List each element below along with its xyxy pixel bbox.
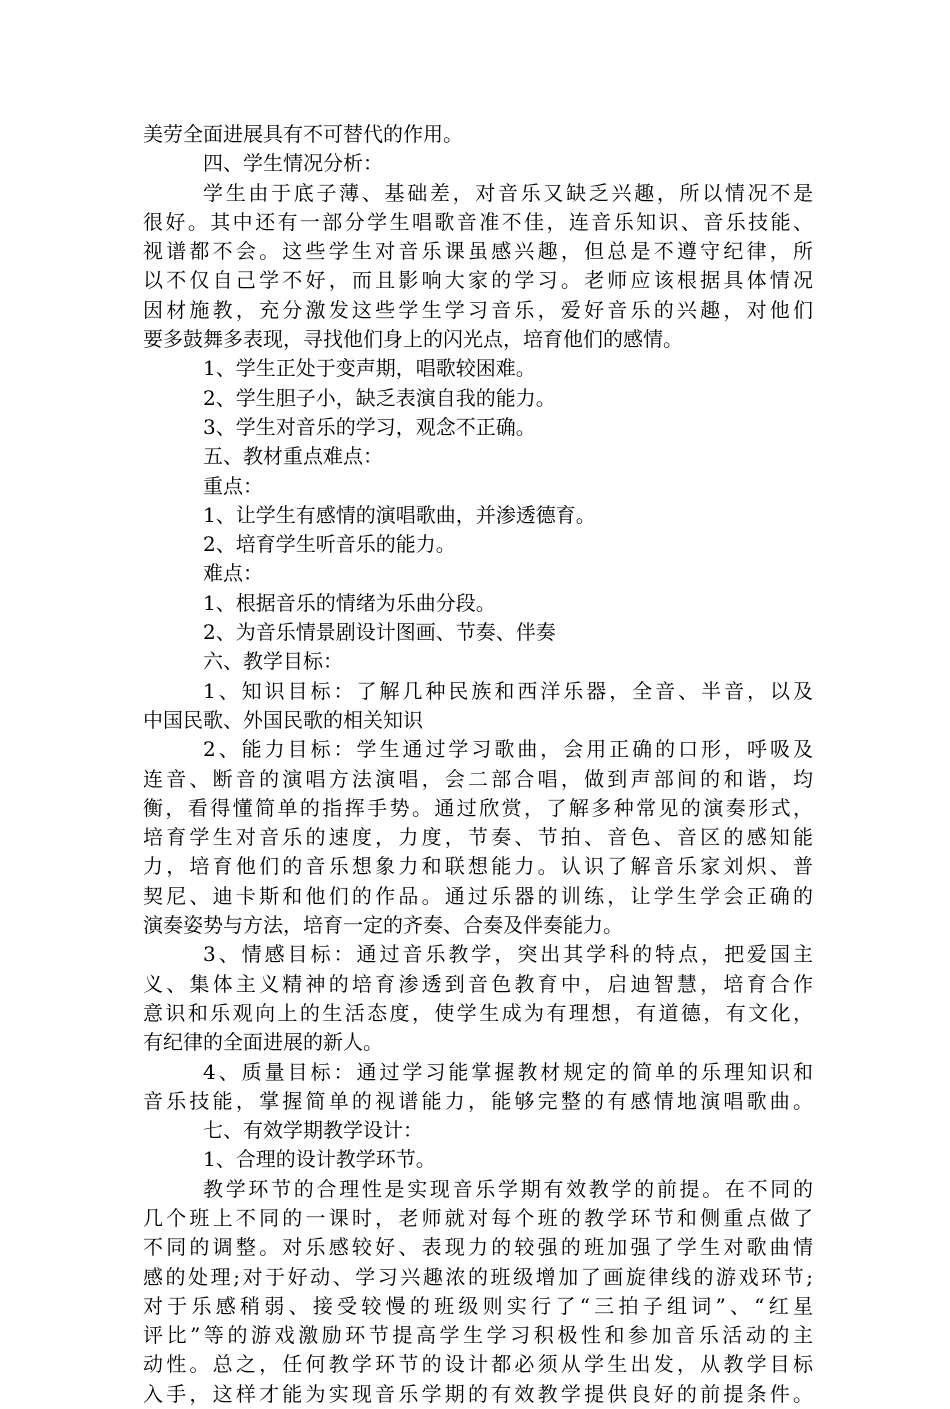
text-line: 四、学生情况分析： <box>203 151 383 176</box>
text-line: 中国民歌、外国民歌的相关知识 <box>143 707 423 732</box>
text-line: 五、教材重点难点： <box>203 444 383 469</box>
text-line: 视谱都不会。这些学生对音乐课虽感兴趣，但总是不遵守纪律，所 <box>143 239 813 264</box>
text-line: 契尼、迪卡斯和他们的作品。通过乐器的训练，让学生学会正确的 <box>143 883 813 908</box>
text-line: 感的处理;对于好动、学习兴趣浓的班级增加了画旋律线的游戏环节; <box>143 1264 813 1289</box>
text-line: 很好。其中还有一部分学生唱歌音准不佳，连音乐知识、音乐技能、 <box>143 209 813 234</box>
text-line: 1、合理的设计教学环节。 <box>203 1147 436 1172</box>
text-line: 美劳全面进展具有不可替代的作用。 <box>143 122 463 146</box>
text-line: 音乐技能，掌握简单的视谱能力，能够完整的有感情地演唱歌曲。 <box>143 1088 813 1113</box>
text-line: 3、情感目标：通过音乐教学，突出其学科的特点，把爱国主 <box>203 942 813 967</box>
text-line: 演奏姿势与方法，培育一定的齐奏、合奏及伴奏能力。 <box>143 913 623 938</box>
text-line: 3、学生对音乐的学习，观念不正确。 <box>203 414 536 439</box>
text-line: 以不仅自己学不好，而且影响大家的学习。老师应该根据具体情况 <box>143 268 813 293</box>
text-line: 1、学生正处于变声期，唱歌较困难。 <box>203 356 536 381</box>
text-line: 培育学生对音乐的速度，力度，节奏、节拍、音色、音区的感知能 <box>143 825 813 850</box>
text-line: 衡，看得懂简单的指挥手势。通过欣赏，了解多种常见的演奏形式， <box>143 795 813 820</box>
text-line: 难点： <box>203 561 263 586</box>
text-line: 义、集体主义精神的培育渗透到音色教育中，启迪智慧，培育合作 <box>143 971 813 996</box>
text-line: 意识和乐观向上的生活态度，使学生成为有理想，有道德，有文化， <box>143 1000 813 1025</box>
text-line: 连音、断音的演唱方法演唱，会二部合唱，做到声部间的和谐，均 <box>143 766 813 791</box>
text-line: 重点： <box>203 473 263 498</box>
text-line: 要多鼓舞多表现，寻找他们身上的闪光点，培育他们的感情。 <box>143 327 683 352</box>
text-line: 因材施教，充分激发这些学生学习音乐，爱好音乐的兴趣，对他们 <box>143 297 813 322</box>
text-line: 几个班上不同的一课时，老师就对每个班的教学环节和侧重点做了 <box>143 1205 813 1230</box>
text-line: 2、培育学生听音乐的能力。 <box>203 532 456 557</box>
text-line: 教学环节的合理性是实现音乐学期有效教学的前提。在不同的 <box>203 1176 813 1201</box>
text-line: 2、学生胆子小，缺乏表演自我的能力。 <box>203 385 556 410</box>
text-line: 2、能力目标：学生通过学习歌曲，会用正确的口形，呼吸及 <box>203 737 813 762</box>
text-line: 入手，这样才能为实现音乐学期的有效教学提供良好的前提条件。 <box>143 1381 813 1406</box>
text-line: 动性。总之，任何教学环节的设计都必须从学生出发，从教学目标 <box>143 1352 813 1377</box>
text-line: 六、教学目标： <box>203 649 343 674</box>
text-line: 1、知识目标：了解几种民族和西洋乐器，全音、半音，以及 <box>203 678 813 703</box>
text-line: 1、根据音乐的情绪为乐曲分段。 <box>203 590 496 615</box>
text-line: 4、质量目标：通过学习能掌握教材规定的简单的乐理知识和 <box>203 1059 813 1084</box>
text-line: 评比”等的游戏激励环节提高学生学习积极性和参加音乐活动的主 <box>143 1323 813 1348</box>
text-line: 有纪律的全面进展的新人。 <box>143 1030 383 1055</box>
text-line: 对于乐感稍弱、接受较慢的班级则实行了“三拍子组词”、“红星 <box>143 1293 813 1318</box>
text-line: 七、有效学期教学设计： <box>203 1118 423 1143</box>
document-body <box>143 120 813 1409</box>
text-line: 学生由于底子薄、基础差，对音乐又缺乏兴趣，所以情况不是 <box>203 180 813 205</box>
text-line: 2、为音乐情景剧设计图画、节奏、伴奏 <box>203 620 556 645</box>
text-line: 力，培育他们的音乐想象力和联想能力。认识了解音乐家刘炽、普 <box>143 854 813 879</box>
text-line: 1、让学生有感情的演唱歌曲，并渗透德育。 <box>203 502 596 527</box>
text-line: 不同的调整。对乐感较好、表现力的较强的班加强了学生对歌曲情 <box>143 1235 813 1260</box>
